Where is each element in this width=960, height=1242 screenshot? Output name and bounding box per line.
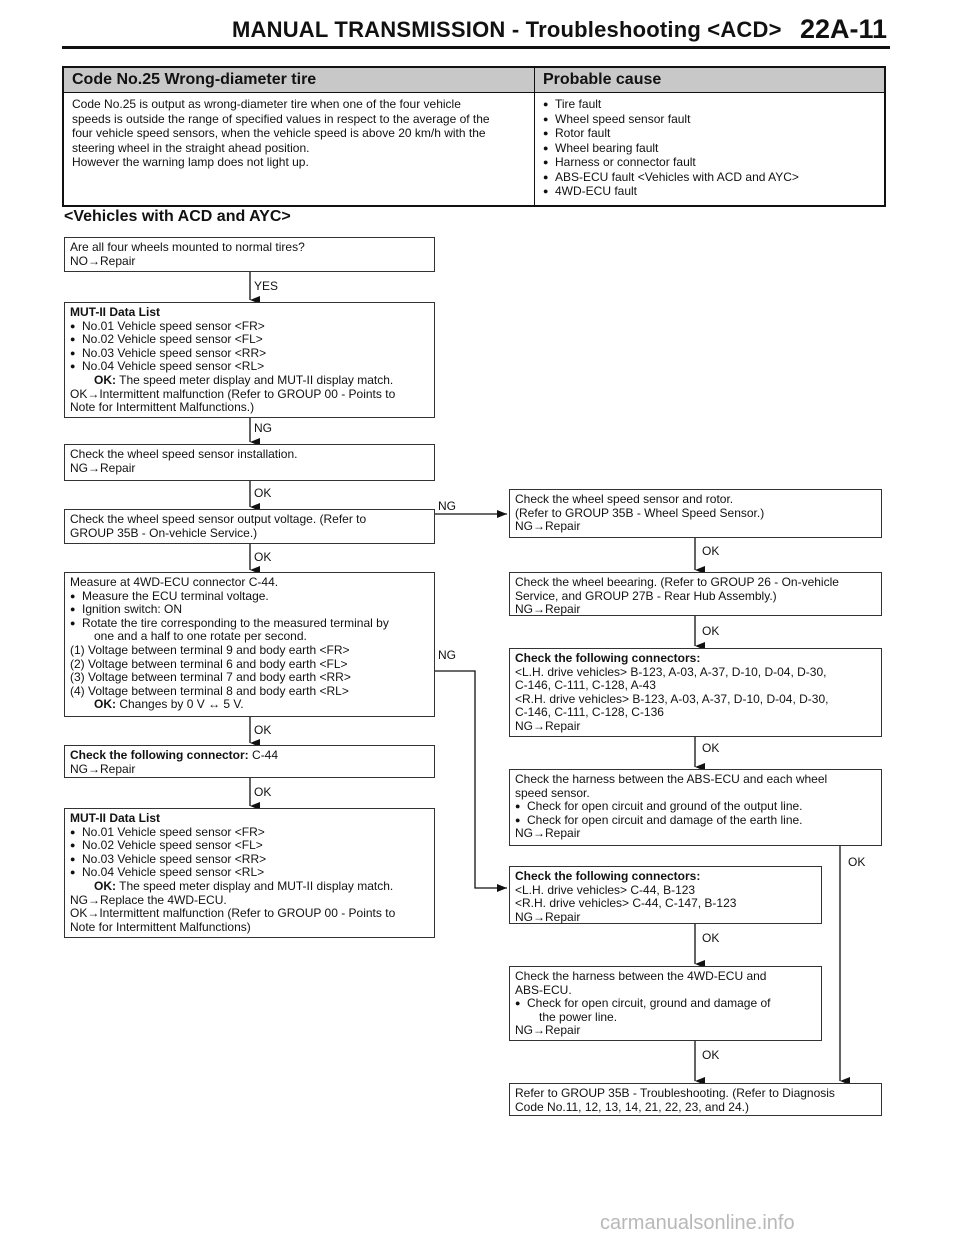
list-item: ● No.03 Vehicle speed sensor <RR> bbox=[70, 347, 429, 361]
box-text: Code No.11, 12, 13, 14, 21, 22, 23, and 24.) bbox=[515, 1099, 749, 1114]
ok-label: OK bbox=[254, 785, 272, 799]
list-item: ● Measure the ECU terminal voltage. bbox=[70, 590, 429, 604]
voltage-line: (2) Voltage between terminal 6 and body earth <FL> bbox=[70, 656, 348, 671]
box-text: Are all four wheels mounted to normal tires? bbox=[70, 240, 305, 254]
description-line: steering wheel in the straight ahead position. bbox=[72, 140, 310, 155]
box-text: NO→Repair bbox=[70, 253, 136, 268]
voltage-line: (4) Voltage between terminal 8 and body earth <RL> bbox=[70, 683, 349, 698]
box-text: NG→Repair bbox=[515, 718, 581, 733]
box-text: OK→Intermittent malfunction (Refer to GROUP 00 - Points to bbox=[70, 386, 396, 401]
box-text: NG→Repair bbox=[515, 826, 581, 841]
connectors-check-box-1 bbox=[509, 648, 882, 737]
ok-text: The speed meter display and MUT-II display match. bbox=[119, 372, 394, 387]
section-title: <Vehicles with ACD and AYC> bbox=[64, 208, 291, 225]
list-item: ● No.04 Vehicle speed sensor <RL> bbox=[70, 360, 429, 374]
ok-label: OK bbox=[702, 741, 720, 755]
box-text: Measure at 4WD-ECU connector C-44. bbox=[70, 575, 279, 589]
box-text: NG→Repair bbox=[70, 460, 136, 475]
output-voltage-box bbox=[64, 509, 435, 544]
connector-check-box bbox=[64, 745, 435, 778]
box-text: Note for Intermittent Malfunctions) bbox=[70, 919, 251, 934]
ok-label: OK bbox=[254, 723, 272, 737]
cause-item: ● Tire fault bbox=[543, 97, 876, 112]
box-text: <L.H. drive vehicles> B-123, A-03, A-37, D-10, D-04, D-30, bbox=[515, 664, 827, 679]
box-text: speed sensor. bbox=[515, 785, 590, 800]
box-text: Check the harness between the ABS-ECU and each wheel bbox=[515, 772, 828, 786]
code-header: Code No.25 Wrong-diameter tire bbox=[63, 67, 535, 93]
box-text: C-146, C-111, C-128, A-43 bbox=[515, 678, 656, 693]
ok-text: The speed meter display and MUT-II display match. bbox=[119, 878, 394, 893]
arrow-ng bbox=[435, 671, 507, 888]
abs-harness-box bbox=[509, 769, 882, 846]
list-item: ● Check for open circuit, ground and damage of bbox=[515, 997, 816, 1011]
box-title: Check the following connector: bbox=[70, 748, 249, 762]
mut-data-list-box-2 bbox=[64, 808, 435, 938]
description-line: Code No.25 is output as wrong-diameter tire when one of the four vehicle bbox=[72, 97, 461, 111]
list-item: ● No.03 Vehicle speed sensor <RR> bbox=[70, 853, 429, 867]
box-text: Check the wheel beearing. (Refer to GROUP 26 - On-vehicle bbox=[515, 575, 839, 589]
probable-cause-header: Probable cause bbox=[535, 67, 886, 93]
cause-item: ● Rotor fault bbox=[543, 126, 876, 141]
list-item: ● Check for open circuit and ground of the output line. bbox=[515, 800, 876, 814]
list-item: ● No.02 Vehicle speed sensor <FL> bbox=[70, 839, 429, 853]
description-line: However the warning lamp does not light up. bbox=[72, 155, 309, 169]
ok-label: OK: bbox=[94, 372, 116, 387]
cause-item: ● Harness or connector fault bbox=[543, 155, 876, 170]
ok-label: OK bbox=[702, 624, 720, 638]
box-text: <R.H. drive vehicles> B-123, A-03, A-37, D-10, D-04, D-30, bbox=[515, 691, 829, 706]
page-title: MANUAL TRANSMISSION - Troubleshooting <ACD> bbox=[232, 17, 782, 42]
description-line: speeds is outside the range of specified values in respect to the average of the bbox=[72, 111, 490, 126]
box-text: the power line. bbox=[539, 1009, 618, 1024]
box-text: NG→Replace the 4WD-ECU. bbox=[70, 892, 227, 907]
list-item: ● Ignition switch: ON bbox=[70, 603, 429, 617]
box-text: Check the wheel speed sensor installation. bbox=[70, 447, 298, 461]
connector-id: C-44 bbox=[248, 748, 279, 762]
page-number: 22A-11 bbox=[800, 14, 888, 44]
ok-label: OK: bbox=[94, 697, 116, 712]
box-text: Refer to GROUP 35B - Troubleshooting. (Refer to Diagnosis bbox=[515, 1086, 835, 1100]
cause-item: ● Wheel bearing fault bbox=[543, 141, 876, 156]
box-text: NG→Repair bbox=[515, 909, 581, 924]
box-text: GROUP 35B - On-vehicle Service.) bbox=[70, 525, 258, 540]
box-text: one and a half to one rotate per second. bbox=[94, 629, 307, 644]
box-text: (Refer to GROUP 35B - Wheel Speed Sensor.) bbox=[515, 505, 765, 520]
list-item: ● No.01 Vehicle speed sensor <FR> bbox=[70, 826, 429, 840]
sensor-installation-box bbox=[64, 444, 435, 481]
ok-label: OK bbox=[254, 550, 272, 564]
box-text: Check the wheel speed sensor and rotor. bbox=[515, 492, 734, 506]
sensor-rotor-box bbox=[509, 489, 882, 538]
list-item: ● No.01 Vehicle speed sensor <FR> bbox=[70, 320, 429, 334]
cause-item: ● ABS-ECU fault <Vehicles with ACD and AYC> bbox=[543, 170, 876, 185]
ng-label: NG bbox=[438, 648, 456, 662]
ok-label: OK bbox=[702, 1048, 720, 1062]
cause-item: ● Wheel speed sensor fault bbox=[543, 112, 876, 127]
box-text: ABS-ECU. bbox=[515, 982, 572, 997]
wheel-bearing-box bbox=[509, 572, 882, 616]
ok-label: OK bbox=[254, 486, 272, 500]
watermark: carmanualsonline.info bbox=[600, 1212, 795, 1234]
yes-label: YES bbox=[254, 279, 279, 293]
box-text: NG→Repair bbox=[70, 761, 136, 776]
list-item: ● Rotate the tire corresponding to the measured terminal by bbox=[70, 617, 429, 631]
box-text: <L.H. drive vehicles> C-44, B-123 bbox=[515, 882, 696, 897]
description-line: four vehicle speed sensors, when the vehicle speed is above 20 km/h with the bbox=[72, 126, 486, 140]
tire-check-box bbox=[64, 237, 435, 272]
ok-label: OK bbox=[702, 931, 720, 945]
ecu-terminal-voltage-box bbox=[64, 572, 435, 717]
voltage-line: (1) Voltage between terminal 9 and body earth <FR> bbox=[70, 642, 350, 657]
list-item: ● No.04 Vehicle speed sensor <RL> bbox=[70, 866, 429, 880]
list-item: ● Check for open circuit and damage of the earth line. bbox=[515, 814, 876, 828]
ecu-harness-box bbox=[509, 966, 822, 1041]
ok-text: Changes by 0 V ↔ 5 V. bbox=[119, 697, 244, 712]
voltage-line: (3) Voltage between terminal 7 and body earth <RR> bbox=[70, 670, 351, 685]
box-text: <R.H. drive vehicles> C-44, C-147, B-123 bbox=[515, 896, 737, 911]
refer-troubleshooting-box bbox=[509, 1083, 882, 1116]
ok-label: OK bbox=[702, 544, 720, 558]
ng-label: NG bbox=[254, 421, 272, 435]
list-item: ● No.02 Vehicle speed sensor <FL> bbox=[70, 333, 429, 347]
box-title: Check the following connectors: bbox=[515, 651, 701, 665]
ng-label: NG bbox=[438, 499, 456, 513]
cause-item: ● 4WD-ECU fault bbox=[543, 184, 876, 199]
ok-label: OK: bbox=[94, 878, 116, 893]
box-text: NG→Repair bbox=[515, 602, 581, 617]
box-text: OK→Intermittent malfunction (Refer to GROUP 00 - Points to bbox=[70, 906, 396, 921]
mut-data-list-box-1 bbox=[64, 302, 435, 418]
box-title: Check the following connectors: bbox=[515, 869, 701, 883]
box-text: C-146, C-111, C-128, C-136 bbox=[515, 705, 664, 720]
box-text: Note for Intermittent Malfunctions.) bbox=[70, 400, 255, 415]
box-text: NG→Repair bbox=[515, 519, 581, 534]
box-text: Check the harness between the 4WD-ECU and bbox=[515, 969, 767, 983]
box-title: MUT-II Data List bbox=[70, 811, 161, 825]
box-title: MUT-II Data List bbox=[70, 305, 161, 319]
connectors-check-box-2 bbox=[509, 866, 822, 924]
box-text: Check the wheel speed sensor output voltage. (Refer to bbox=[70, 512, 367, 526]
ok-label: OK bbox=[848, 855, 866, 869]
box-text: Service, and GROUP 27B - Rear Hub Assembly.) bbox=[515, 588, 777, 603]
box-text: NG→Repair bbox=[515, 1023, 581, 1038]
